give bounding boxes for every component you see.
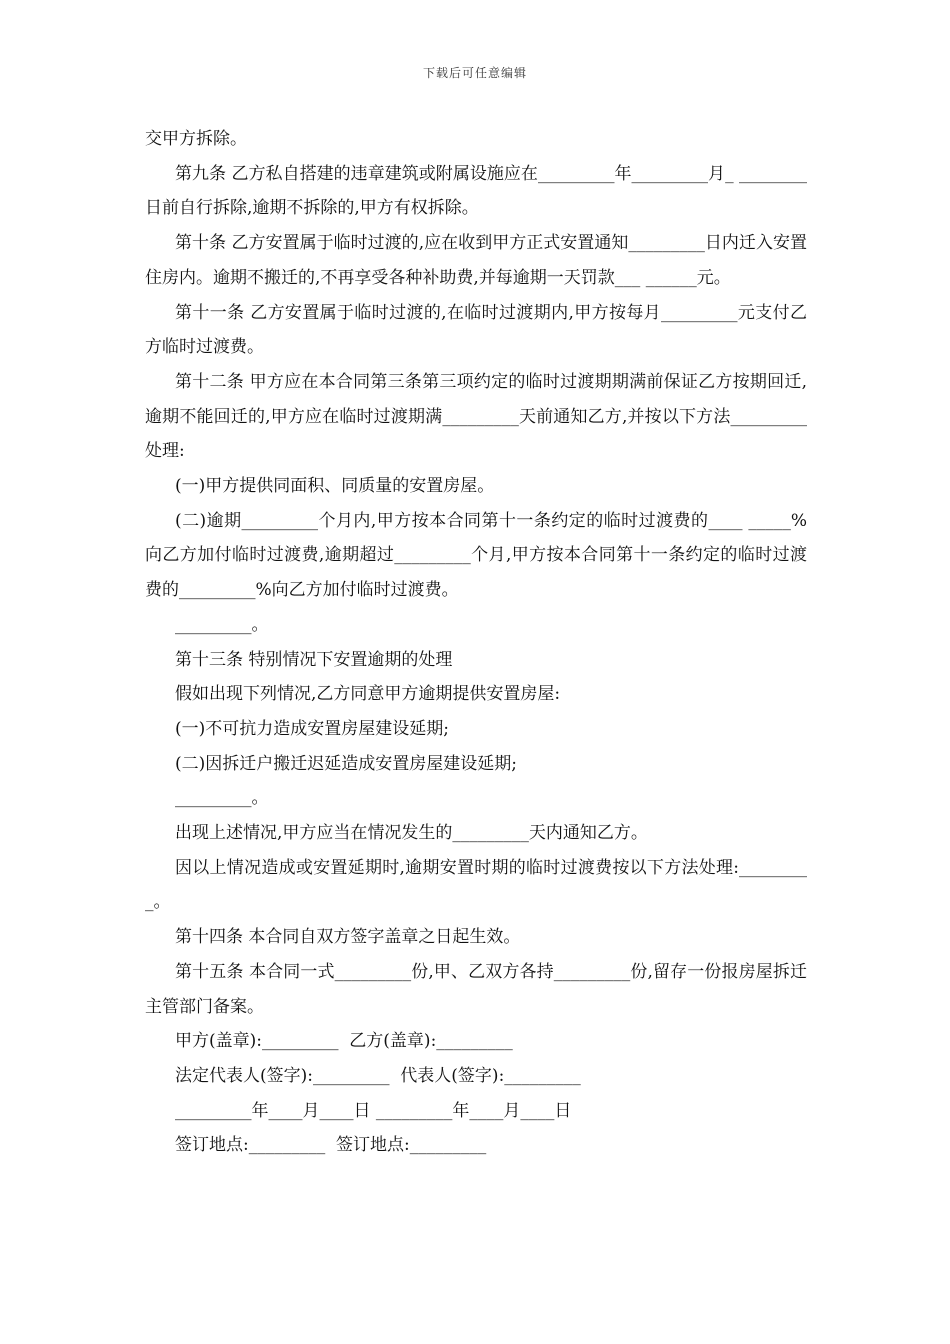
paragraph-blank-2: _________。 bbox=[175, 788, 269, 809]
document-body bbox=[145, 122, 807, 1163]
signature-representative-line: 法定代表人(签字):_________ 代表人(签字):_________ bbox=[175, 1065, 581, 1086]
paragraph-delay-fee: 因以上情况造成或安置延期时,逾期安置时期的临时过渡费按以下方法处理:_________。 bbox=[145, 857, 807, 913]
paragraph-article-12: 第十二条 甲方应在本合同第三条第三项约定的临时过渡期期满前保证乙方按期回迁,逾期不能回迁的,甲方应在临时过渡期满_________天前通知乙方,并按以下方法_________处理: bbox=[145, 371, 807, 462]
signature-seal-line: 甲方(盖章):_________ 乙方(盖章):_________ bbox=[175, 1031, 513, 1052]
paragraph-article-15: 第十五条 本合同一式_________份,甲、乙双方各持_________份,留存一份报房屋拆迁主管部门备案。 bbox=[145, 961, 807, 1017]
paragraph-article-9: 第九条 乙方私自搭建的违章建筑或附属设施应在_________年_________月_ ________日前自行拆除,逾期不拆除的,甲方有权拆除。 bbox=[145, 163, 807, 219]
paragraph-item-2: (二)逾期_________个月内,甲方按本合同第十一条约定的临时过渡费的____ _____%向乙方加付临时过渡费,逾期超过_________个月,甲方按本合同第十一条约定的临时过渡费的_________%向乙方加付临时过渡费。 bbox=[145, 510, 807, 601]
paragraph-blank-1: _________。 bbox=[175, 614, 269, 635]
signature-place-line: 签订地点:_________ 签订地点:_________ bbox=[175, 1135, 487, 1156]
paragraph-article-10: 第十条 乙方安置属于临时过渡的,应在收到甲方正式安置通知_________日内迁入安置住房内。逾期不搬迁的,不再享受各种补助费,并每逾期一天罚款___ ______元。 bbox=[145, 233, 807, 288]
signature-date-line: _________年____月____日 _________年____月____日 bbox=[175, 1100, 572, 1121]
paragraph-condition-2: (二)因拆迁户搬迁迟延造成安置房屋建设延期; bbox=[175, 753, 517, 774]
paragraph-condition-1: (一)不可抗力造成安置房屋建设延期; bbox=[175, 718, 449, 739]
paragraph-article-13: 第十三条 特别情况下安置逾期的处理 bbox=[175, 649, 453, 670]
paragraph-article-14: 第十四条 本合同自双方签字盖章之日起生效。 bbox=[175, 927, 521, 948]
paragraph-notice: 出现上述情况,甲方应当在情况发生的_________天内通知乙方。 bbox=[175, 823, 648, 844]
paragraph-0: 交甲方拆除。 bbox=[145, 129, 247, 149]
paragraph-conditions: 假如出现下列情况,乙方同意甲方逾期提供安置房屋: bbox=[175, 684, 561, 705]
paragraph-item-1: (一)甲方提供同面积、同质量的安置房屋。 bbox=[175, 476, 495, 497]
page-header: 下载后可任意编辑 bbox=[422, 66, 527, 80]
paragraph-article-11: 第十一条 乙方安置属于临时过渡的,在临时过渡期内,甲方按每月_________元支付乙方临时过渡费。 bbox=[145, 302, 807, 358]
